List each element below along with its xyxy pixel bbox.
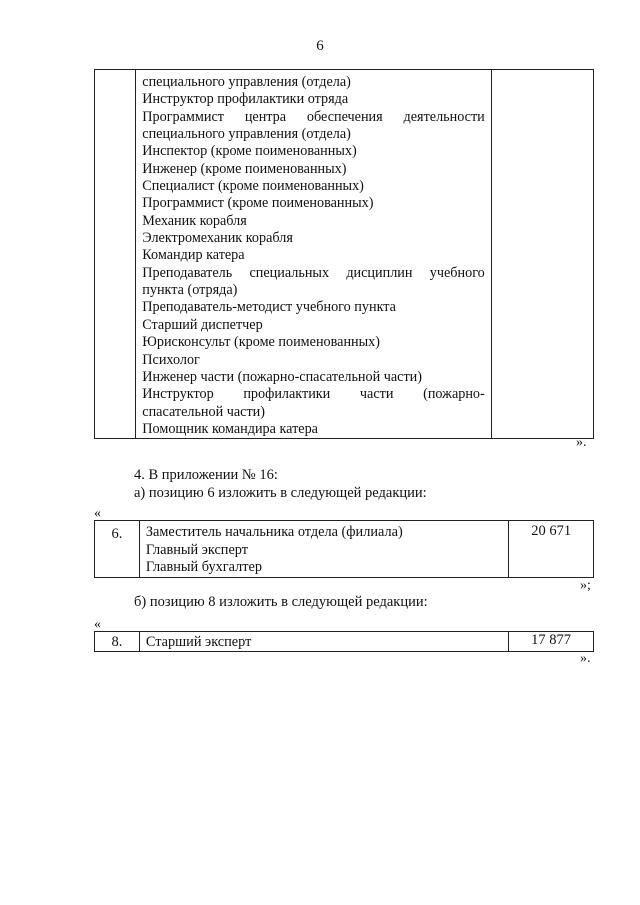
position-8-table: [94, 631, 594, 652]
position-word: Преподаватель: [142, 264, 233, 281]
position-6-table: [94, 520, 594, 578]
positions-table-continued: [94, 69, 594, 439]
position-line: пункта (отряда): [142, 282, 238, 299]
position-line: Инженер (кроме поименованных): [142, 160, 347, 177]
salary-cell: [491, 70, 593, 439]
position-line: Заместитель начальника отдела (филиала): [145, 524, 403, 540]
row-number: 6.: [95, 521, 140, 578]
position-word: (пожарно-: [423, 386, 485, 403]
position-word: Программист: [142, 108, 224, 125]
row-number: 8.: [95, 632, 140, 652]
position-word: Инструктор: [142, 386, 214, 403]
position-word: дисциплин: [346, 264, 413, 281]
position-word: профилактики: [243, 386, 331, 403]
position-line: спасательной части): [142, 403, 265, 420]
position-word: центра: [244, 108, 287, 125]
positions-cell: [139, 521, 508, 578]
position-line: Механик корабля: [142, 212, 247, 229]
position-line: Электромеханик корабля: [142, 230, 293, 247]
position-line: Старший эксперт: [139, 632, 508, 652]
closing-quote: »;: [580, 578, 591, 593]
position-word: деятельности: [403, 108, 485, 125]
item-a-text: а) позицию 6 изложить в следующей редакции:: [134, 485, 427, 501]
position-word: обеспечения: [306, 108, 383, 125]
position-line: Старший диспетчер: [142, 316, 263, 333]
position-line: Программист (кроме поименованных): [142, 195, 374, 212]
position-word: части: [359, 386, 394, 403]
positions-cell: [136, 70, 492, 439]
position-line: Главный эксперт: [145, 541, 249, 558]
position-line: Помощник командира катера: [142, 420, 318, 437]
opening-quote: «: [94, 506, 101, 521]
position-line: Юрисконсульт (кроме поименованных): [142, 334, 380, 351]
position-line: Инспектор (кроме поименованных): [142, 143, 357, 160]
position-line: специального управления (отдела): [142, 126, 351, 143]
closing-quote: ».: [580, 651, 591, 666]
position-line: Специалист (кроме поименованных): [142, 178, 364, 195]
section-heading: 4. В приложении № 16:: [134, 467, 278, 483]
position-line: специального управления (отдела): [142, 74, 351, 90]
opening-quote: «: [94, 617, 101, 632]
number-cell: [95, 70, 136, 439]
salary-value: 17 877: [509, 632, 594, 652]
position-word: специальных: [249, 264, 330, 281]
position-line: [142, 109, 485, 126]
item-b-text: б) позицию 8 изложить в следующей редакции:: [134, 594, 428, 610]
page-number: 6: [316, 38, 324, 54]
closing-quote: ».: [576, 435, 587, 450]
position-line: Преподаватель-методист учебного пункта: [142, 299, 396, 316]
position-word: учебного: [429, 264, 485, 281]
position-line: [142, 386, 485, 403]
position-line: Главный бухгалтер: [145, 559, 262, 575]
position-line: Инженер части (пожарно-спасательной части): [142, 368, 422, 385]
position-line: Психолог: [142, 351, 200, 368]
position-line: Инструктор профилактики отряда: [142, 91, 349, 108]
salary-value: 20 671: [509, 521, 594, 578]
position-line: [142, 265, 485, 282]
position-line: Командир катера: [142, 247, 245, 264]
